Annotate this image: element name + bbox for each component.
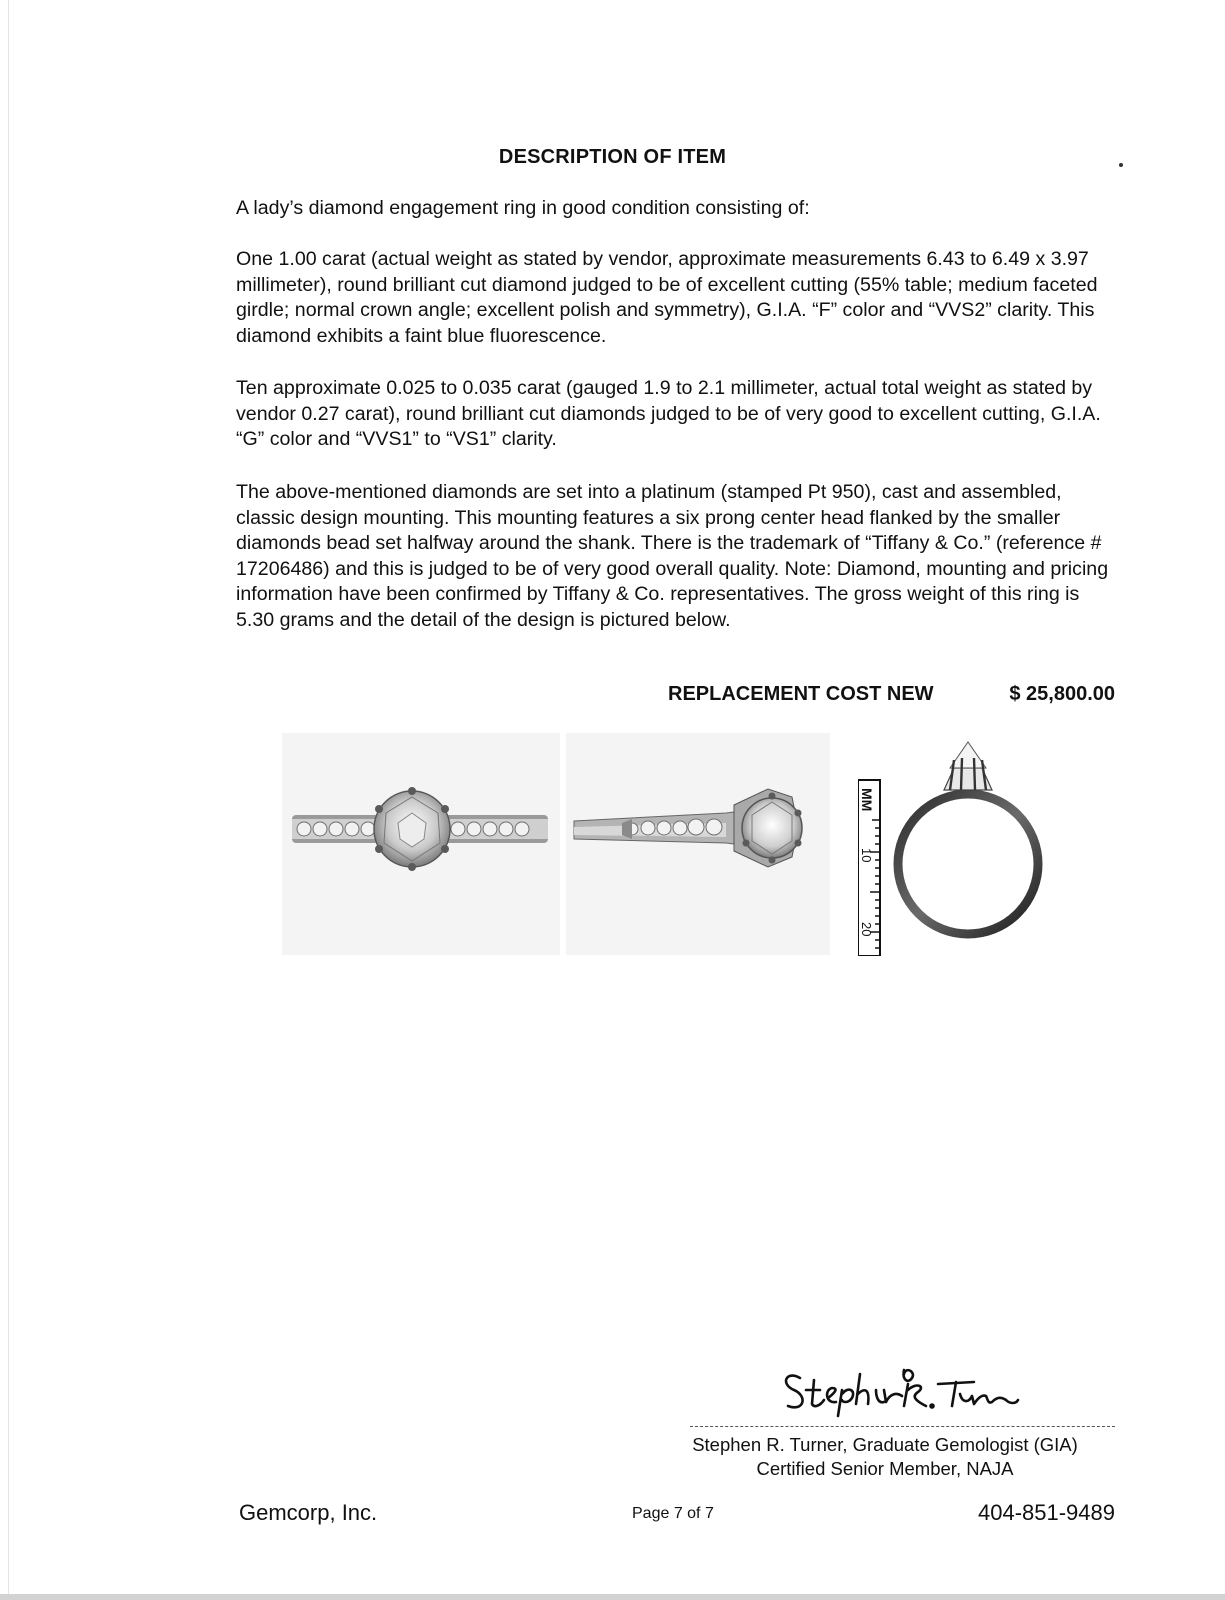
document-title: DESCRIPTION OF ITEM <box>498 146 727 168</box>
signatory-block <box>640 1433 1130 1481</box>
signature-line <box>690 1426 1115 1427</box>
signatory-name-title: Stephen R. Turner, Graduate Gemologist (GIA) <box>692 1434 1078 1455</box>
page-edge <box>8 0 9 1600</box>
ring-profile <box>898 742 1038 934</box>
scale-unit-label: MM <box>859 788 875 812</box>
footer-page-number: Page 7 of 7 <box>632 1505 714 1522</box>
page-bottom-shadow <box>0 1594 1225 1600</box>
mm-scale-ruler <box>858 780 880 956</box>
ring-side-view-photo <box>566 733 830 955</box>
scale-tick-20: 20 <box>859 922 874 937</box>
scale-tick-10: 10 <box>859 848 874 863</box>
ring-top-view-photo <box>282 733 560 955</box>
replacement-cost-label: REPLACEMENT COST NEW <box>668 683 934 705</box>
footer-phone: 404-851-9489 <box>977 1500 1115 1525</box>
intro-paragraph: A lady’s diamond engagement ring in good condition consisting of: <box>236 197 810 219</box>
handwritten-signature <box>780 1360 1020 1420</box>
mounting-paragraph: The above-mentioned diamonds are set into a platinum (stamped Pt 950), cast and assembled, classic design mounting. This mounting features a six prong center head flanked by the smaller diamonds bead set halfway around the shank. There is the trademark of “Tiffany & Co.” (reference # 17206486) and this is judged to be of very good overall quality. Note: Diamond, mounting and pricing information have been confirmed by Tiffany & Co. representatives. The gross weight of this ring is 5.30 grams and the detail of the design is pictured below. <box>236 481 1109 631</box>
footer-company: Gemcorp, Inc. <box>239 1500 378 1525</box>
signatory-membership: Certified Senior Member, NAJA <box>756 1458 1014 1479</box>
side-diamonds-paragraph: Ten approximate 0.025 to 0.035 carat (gauged 1.9 to 2.1 millimeter, actual total weight as stated by vendor 0.27 carat), round brilliant cut diamonds judged to be of very good to excellent cutting, G.I.A. “G” color and “VVS1” to “VS1” clarity. <box>236 377 1101 450</box>
center-diamond-paragraph: One 1.00 carat (actual weight as stated by vendor, approximate measurements 6.43 to 6.49 x 3.97 millimeter), round brilliant cut diamond judged to be of excellent cutting (55% table; medium faceted girdle; normal crown angle; excellent polish and symmetry), G.I.A. “F” color and “VVS2” clarity. This diamond exhibits a faint blue fluorescence. <box>236 248 1098 347</box>
ring-profile-with-scale-photo <box>858 740 1068 956</box>
replacement-cost-value: $ 25,800.00 <box>1009 683 1115 705</box>
